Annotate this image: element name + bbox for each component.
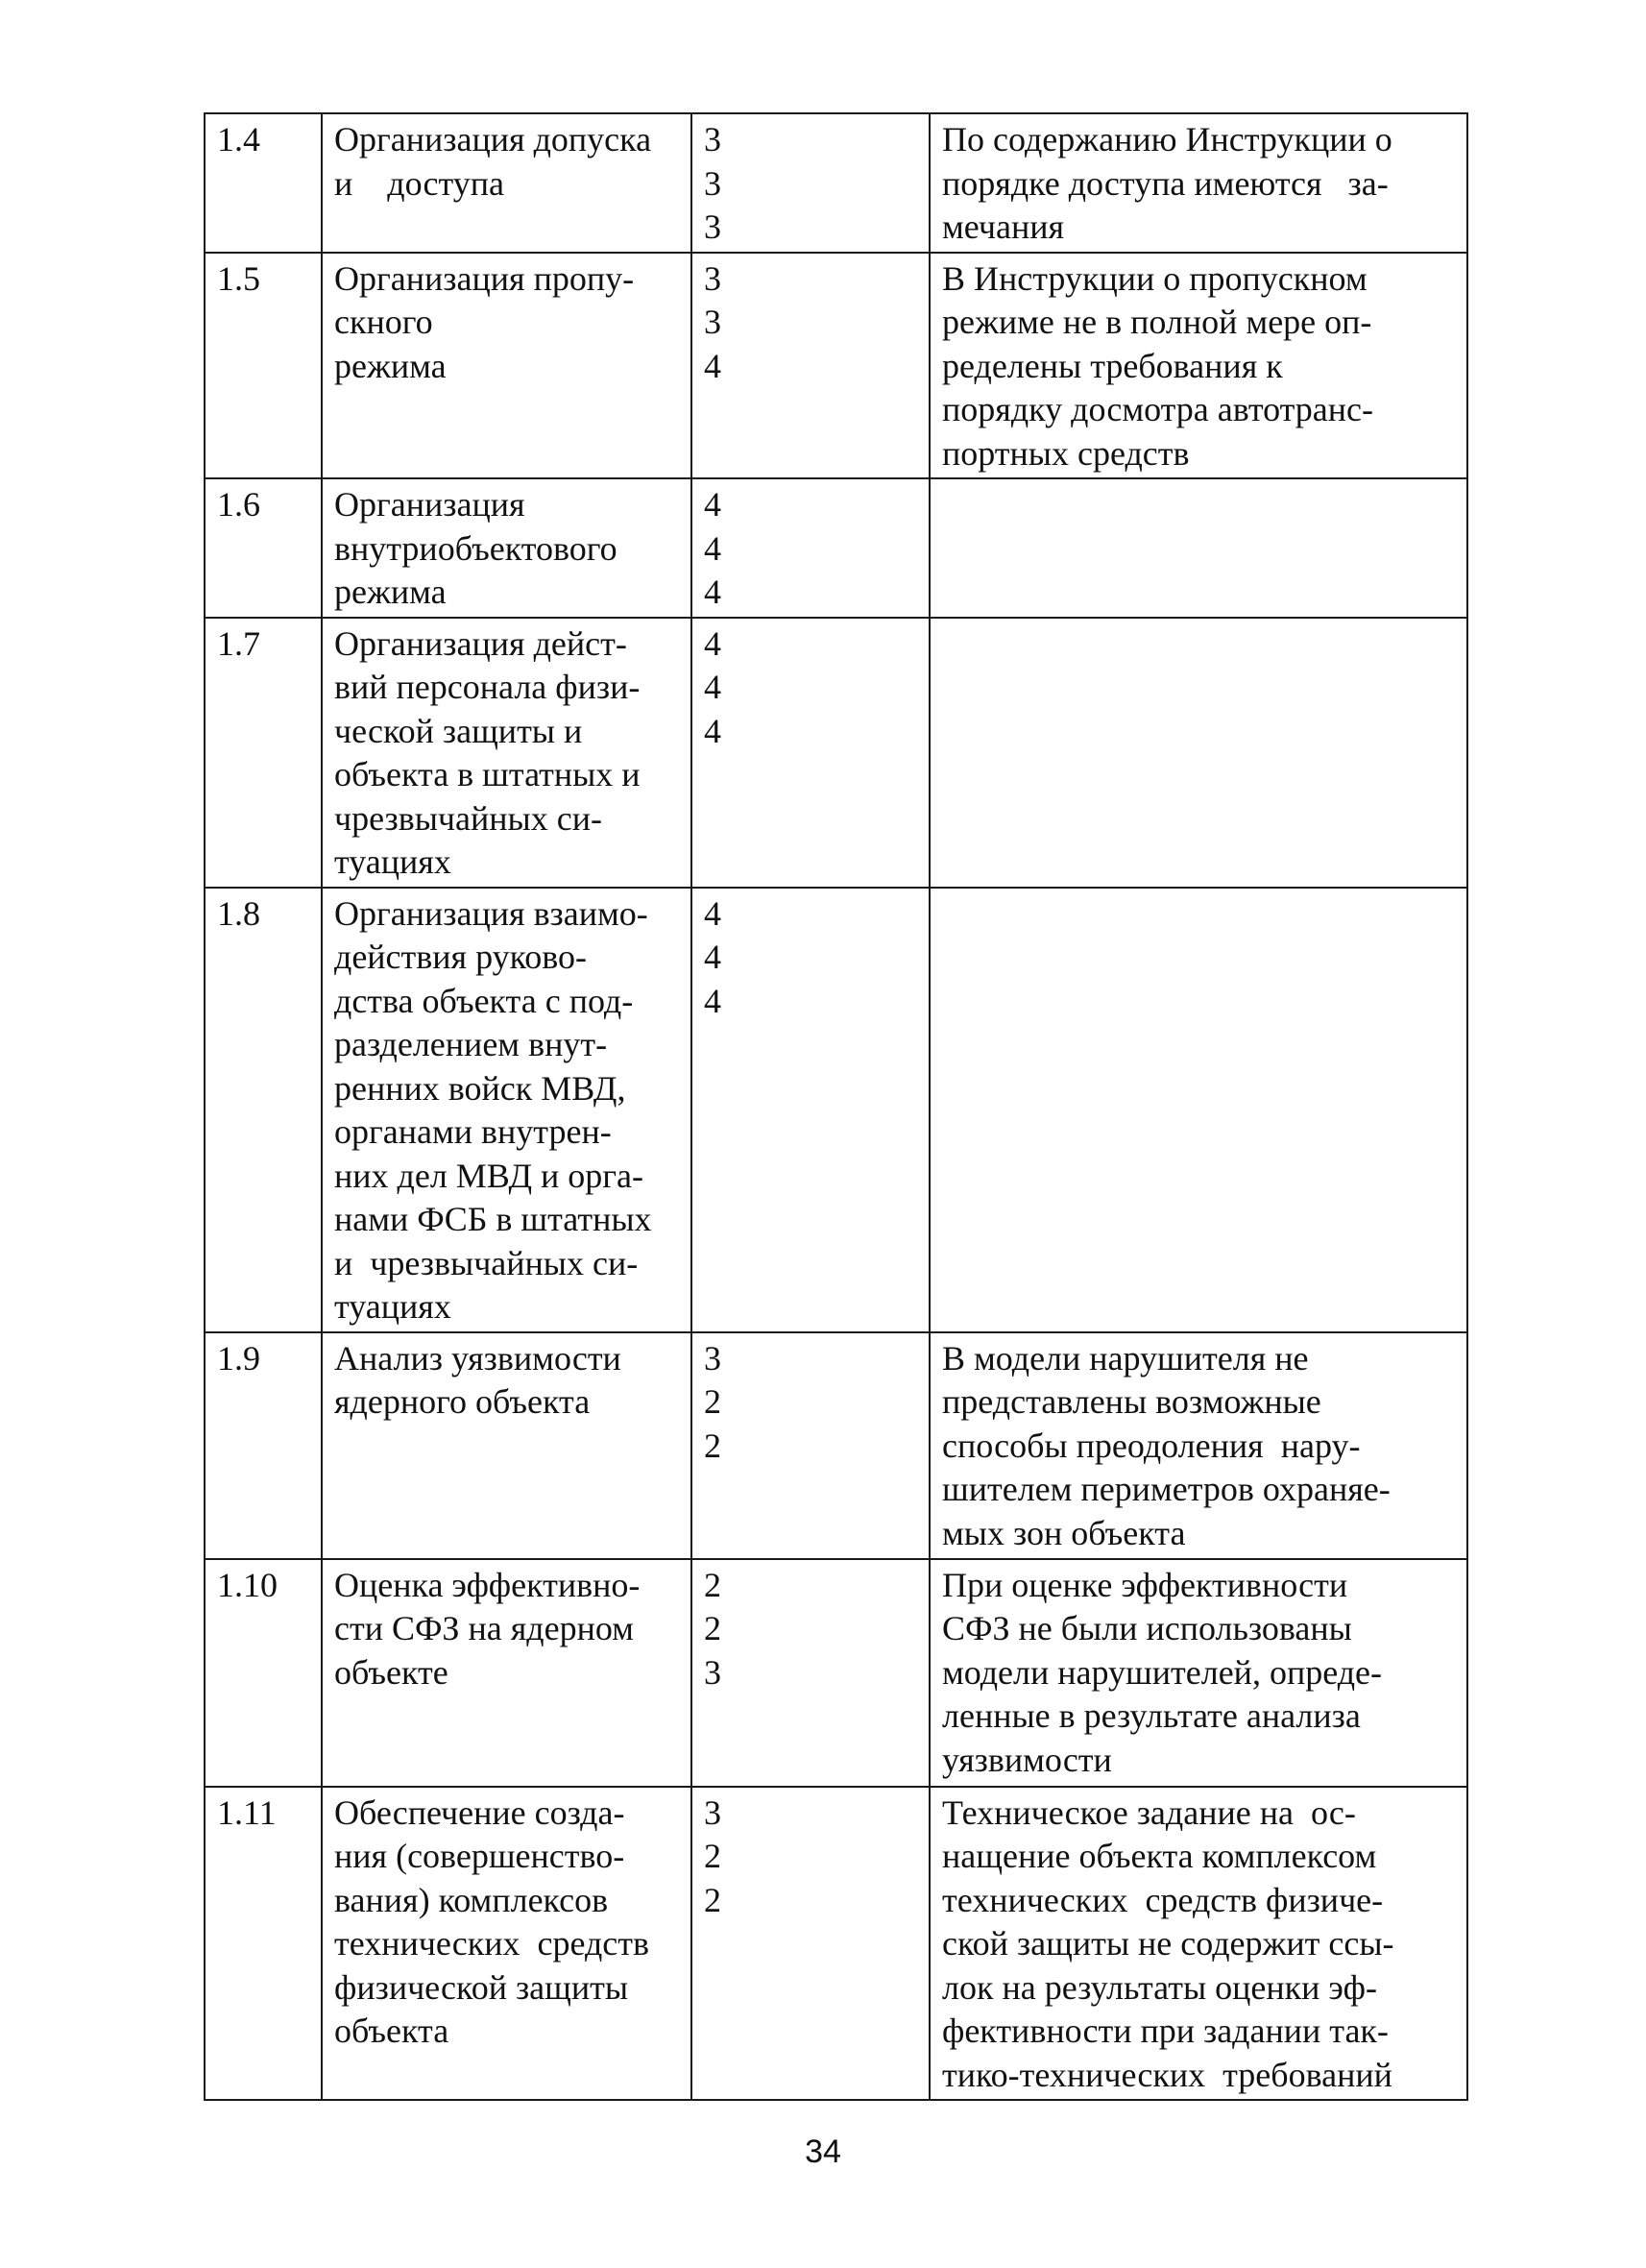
item-number: 1.6 — [205, 478, 322, 618]
item-note: Техническое задание на ос- нащение объекта комплексом технических средств физиче- ской защиты не содержит ссы- лок на результаты оценки эф- фективности при задании так- тико-технических требований — [930, 1787, 1467, 2101]
item-note — [930, 618, 1467, 888]
item-name: Обеспечение созда- ния (совершенство- вания) комплексов технических средств физической защиты объекта — [322, 1787, 691, 2101]
table-row — [205, 113, 1467, 253]
assessment-table — [204, 112, 1468, 2101]
item-note: В Инструкции о пропускном режиме не в полной мере оп- ределены требования к порядку досмотра автотранс- портных средств — [930, 253, 1467, 479]
item-number: 1.7 — [205, 618, 322, 888]
table-row — [205, 1559, 1467, 1787]
item-name: Организация пропу- скного режима — [322, 253, 691, 479]
item-note: По содержанию Инструкции о порядке доступа имеются за- мечания — [930, 113, 1467, 253]
item-name: Организация внутриобъектового режима — [322, 478, 691, 618]
item-name: Организация допуска и доступа — [322, 113, 691, 253]
item-note: При оценке эффективности СФЗ не были использованы модели нарушителей, опреде- ленные в результате анализа уязвимости — [930, 1559, 1467, 1787]
table-row — [205, 1787, 1467, 2101]
item-scores: 4 4 4 — [691, 618, 930, 888]
item-name: Анализ уязвимости ядерного объекта — [322, 1332, 691, 1559]
item-scores: 3 3 3 — [691, 113, 930, 253]
item-number: 1.8 — [205, 888, 322, 1332]
item-note — [930, 888, 1467, 1332]
item-number: 1.9 — [205, 1332, 322, 1559]
table-row — [205, 478, 1467, 618]
item-note: В модели нарушителя не представлены возможные способы преодоления нару- шителем периметров охраняе- мых зон объекта — [930, 1332, 1467, 1559]
table-row — [205, 618, 1467, 888]
item-number: 1.4 — [205, 113, 322, 253]
item-scores: 3 2 2 — [691, 1332, 930, 1559]
item-scores: 4 4 4 — [691, 478, 930, 618]
item-number: 1.11 — [205, 1787, 322, 2101]
item-scores: 4 4 4 — [691, 888, 930, 1332]
item-scores: 2 2 3 — [691, 1559, 930, 1787]
item-note — [930, 478, 1467, 618]
item-scores: 3 2 2 — [691, 1787, 930, 2101]
item-name: Организация дейст- вий персонала физи- ческой защиты и объекта в штатных и чрезвычайных си- туациях — [322, 618, 691, 888]
table-row — [205, 1332, 1467, 1559]
item-number: 1.10 — [205, 1559, 322, 1787]
item-number: 1.5 — [205, 253, 322, 479]
table-row — [205, 253, 1467, 479]
item-name: Организация взаимо- действия руково- дства объекта с под- разделением внут- ренних войск МВД, органами внутрен- них дел МВД и орга- нами ФСБ в штатных и чрезвычайных си- туациях — [322, 888, 691, 1332]
item-name: Оценка эффективно- сти СФЗ на ядерном объекте — [322, 1559, 691, 1787]
item-scores: 3 3 4 — [691, 253, 930, 479]
page-number: 34 — [805, 2134, 841, 2170]
table-row — [205, 888, 1467, 1332]
